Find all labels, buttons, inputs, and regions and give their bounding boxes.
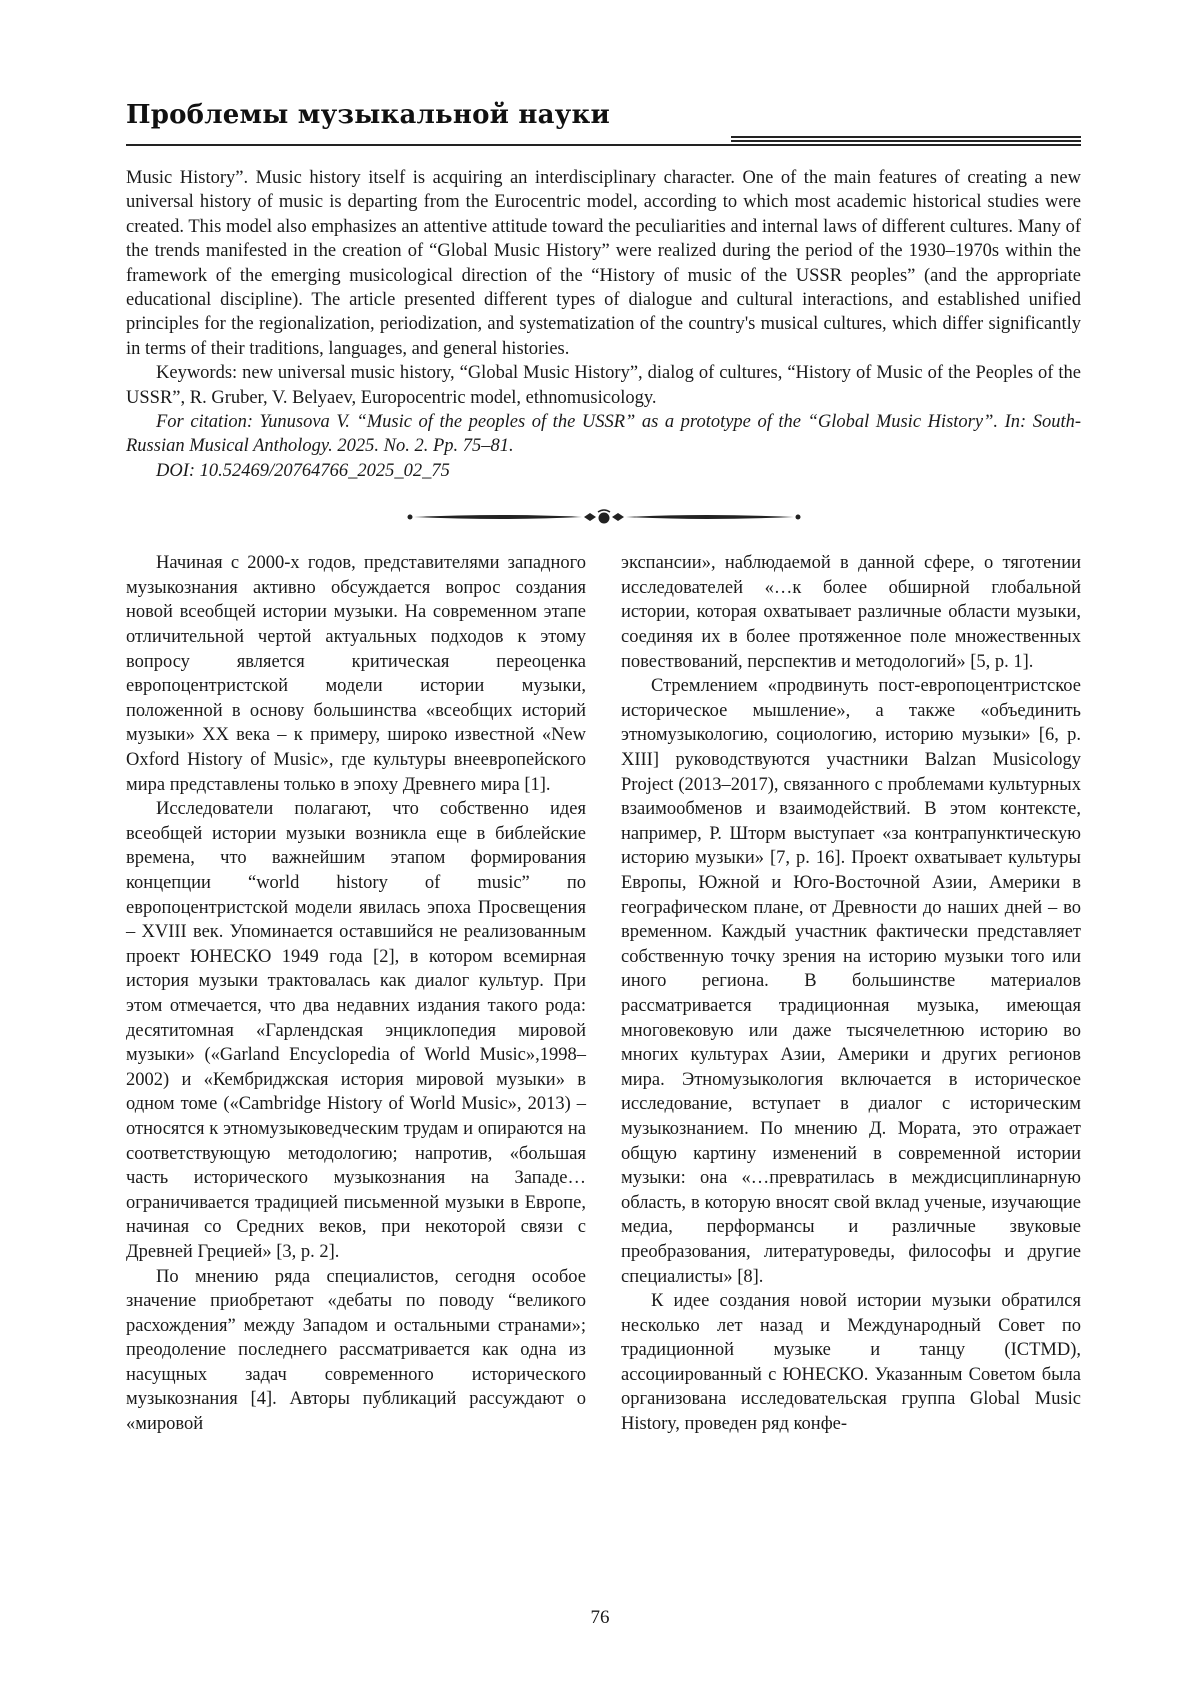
- citation: For citation: Yunusova V. “Music of the peoples of the USSR” as a prototype of the “Global Music History”. In: South-Russian Musical Anthology. 2025. No. 2. Pp. 75–81.: [126, 412, 1081, 457]
- section-title: Проблемы музыкальной науки: [126, 100, 610, 130]
- doi: DOI: 10.52469/20764766_2025_02_75: [156, 460, 450, 481]
- abstract: [126, 166, 1081, 483]
- body-paragraph: Стремлением «продвинуть пост-европоцентристское историческое мышление», а также «объединить этномузыкологию, социологию, историю музыки» [6, p. XIII] руководствуются участники Balzan Musicology Project (2013–2017), связанного с проблемами культурных взаимообменов и взаимодействий. В этом контексте, например, Р. Шторм выступает «за контрапунктическую историю музыки» [7, p. 16]. Проект охватывает культуры Европы, Южной и Юго-Восточной Азии, Америки в географическом плане, от Древности до наших дней – во временном. Каждый участник фактически представляет собственную точку зрения на историю музыки того или иного региона. В большинстве материалов рассматривается традиционная музыка, имеющая многовековую или даже тысячелетнюю историю во многих культурах Азии, Америки и других регионов мира. Этномузыкология включается в историческое исследование, вступает в диалог с историческим музыкознанием. По мнению Д. Мората, это отражает общую картину изменений в современной истории музыки: она «…превратилась в междисциплинарную область, в которую вносят свой вклад ученые, изучающие медиа, перформансы и различные звуковые преобразования, литературоведы, философы и другие специалисты» [8].: [621, 676, 1081, 1287]
- column-left: [126, 551, 586, 1436]
- running-header: [126, 92, 1081, 150]
- body-paragraph: К идее создания новой истории музыки обратился несколько лет назад и Международный Совет по традиционной музыке и танцу (ICTMD), ассоциированный с ЮНЕСКО. Указанным Советом была организована исследовательская группа Global Music History, проведен ряд конфе-: [621, 1291, 1081, 1435]
- divider-ornament-icon: [404, 507, 804, 527]
- section-divider-ornament: [404, 507, 804, 527]
- header-rule-ornament: [731, 136, 1081, 146]
- body-paragraph: Начиная с 2000-х годов, представителями западного музыкознания активно обсуждается вопрос создания новой всеобщей истории музыки. На современном этапе отличительной чертой актуальных подходов к этому вопросу является критическая переоценка европоцентристской модели истории музыки, положенной в основу большинства «всеобщих историй музыки» XX века – к примеру, широко известной «New Oxford History of Music», где культуры внеевропейского мира представлены только в эпоху Древнего мира [1].: [126, 553, 586, 795]
- body-paragraph-continued: экспансии», наблюдаемой в данной сфере, о тяготении исследователей «…к более обширной глобальной истории, которая охватывает различные области музыки, соединяя их в более протяженное поле множественных повествований, перспектив и методологий» [5, p. 1].: [621, 553, 1081, 672]
- body-paragraph: По мнению ряда специалистов, сегодня особое значение приобретают «дебаты по поводу “великого расхождения” между Западом и остальными странами»; преодоление последнего рассматривается как одна из насущных задач современного исторического музыкознания [4]. Авторы публикаций рассуждают о «мировой: [126, 1266, 586, 1435]
- body-paragraph: Исследователи полагают, что собственно идея всеобщей истории музыки возникла еще в библейские времена, что важнейшим этапом формирования концепции “world history of music” по европоцентристской модели явилась эпоха Просвещения – XVIII век. Упоминается оставшийся не реализованным проект ЮНЕСКО 1949 года [2], в котором всемирная история музыки трактовалась как диалог культур. При этом отмечается, что два недавних издания такого рода: десятитомная «Гарлендская энциклопедия мировой музыки» («Garland Encyclopedia of World Music»,1998–2002) и «Кембриджская история мировой музыки» в одном томе («Cambridge History of World Music», 2013) – относятся к этномузыковедческим трудам и опираются на соответствующую методологию; напротив, «большая часть исторического музыкознания на Западе… ограничивается традицией письменной музыки в Европе, начиная со Средних веков, при некоторой связи с Древней Грецией» [3, p. 2].: [126, 799, 586, 1262]
- page-number: 76: [590, 1607, 610, 1628]
- keywords: Keywords: new universal music history, “Global Music History”, dialog of cultures, “History of Music of the Peoples of the USSR”, R. Gruber, V. Belyaev, Europocentric model, ethnomusicology.: [126, 363, 1081, 408]
- article-body: [126, 551, 1081, 1436]
- page: [126, 92, 1081, 1437]
- column-right: [621, 551, 1081, 1436]
- abstract-paragraph: Music History”. Music history itself is acquiring an interdisciplinary character. One of the main features of creating a new universal history of music is departing from the Eurocentric model, according to which most academic historical studies were created. This model also emphasizes an attentive attitude toward the peculiarities and internal laws of different cultures. Many of the trends manifested in the creation of “Global Music History” were realized during the period of the 1930–1970s within the framework of the emerging musicological direction of the “History of music of the USSR peoples” (and the appropriate educational discipline). The article presented different types of dialogue and cultural interactions, and established unified principles for the regionalization, periodization, and systematization of the country's musical cultures, which differ significantly in terms of their traditions, languages, and general histories.: [126, 168, 1081, 359]
